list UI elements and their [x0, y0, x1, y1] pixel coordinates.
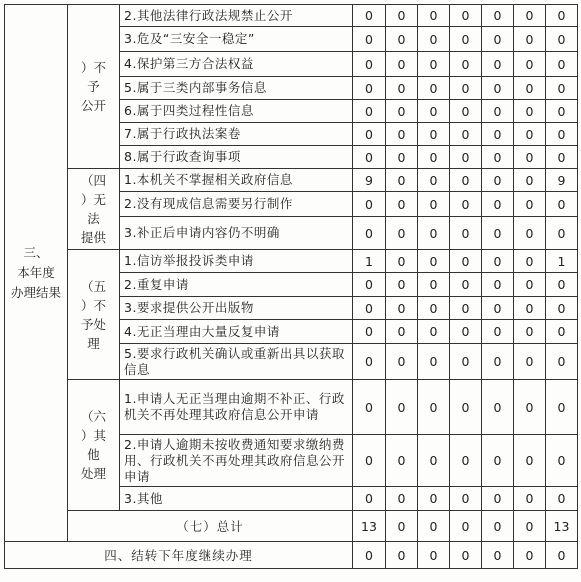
group-5-item-1-value-4: 0: [482, 273, 514, 297]
group-4-item-0-value-6: 9: [546, 169, 578, 192]
group-5-item-4-value-2: 0: [418, 344, 450, 380]
group-3-item-3-value-4: 0: [482, 77, 514, 100]
group-5-item-0-value-0: 1: [353, 250, 386, 273]
group-3-item-6-value-1: 0: [386, 146, 418, 169]
group-3-item-4-value-5: 0: [514, 100, 546, 123]
group-6-item-2-value-2: 0: [418, 487, 450, 511]
group-4-item-0-value-4: 0: [482, 169, 514, 192]
item-label: 2.其他法律行政法规禁止公开: [120, 5, 353, 27]
group-4-label: （四 ）无 法 提供: [68, 169, 120, 250]
section-4-label: 四、结转下年度继续办理: [5, 542, 353, 569]
group-4-item-2-value-5: 0: [514, 217, 546, 250]
group-3-item-2-value-5: 0: [514, 52, 546, 77]
group-5-item-4-value-0: 0: [353, 344, 386, 380]
group-6-item-0-value-0: 0: [353, 380, 386, 435]
group-6-item-0-value-3: 0: [450, 380, 482, 435]
item-label: 1.信访举报投诉类申请: [120, 250, 353, 273]
group-6-item-1-value-1: 0: [386, 435, 418, 487]
group-3-item-6-value-2: 0: [418, 146, 450, 169]
group-3-item-1-value-0: 0: [353, 27, 386, 52]
group-6-item-1-value-0: 0: [353, 435, 386, 487]
group-4-item-2-value-6: 0: [546, 217, 578, 250]
group-6-item-0-value-1: 0: [386, 380, 418, 435]
group-3-item-4-value-3: 0: [450, 100, 482, 123]
group-5-item-1-value-5: 0: [514, 273, 546, 297]
group-5-item-2-value-3: 0: [450, 297, 482, 320]
group-5-item-0-value-2: 0: [418, 250, 450, 273]
group-5-item-1-value-3: 0: [450, 273, 482, 297]
group-5-item-3-value-5: 0: [514, 320, 546, 344]
group-3-item-6-value-0: 0: [353, 146, 386, 169]
total-value-1: 0: [386, 511, 418, 542]
group-3-item-0-value-3: 0: [450, 5, 482, 27]
group-5-item-1-value-0: 0: [353, 273, 386, 297]
group-6-item-1-value-6: 0: [546, 435, 578, 487]
group-5-item-3-value-6: 0: [546, 320, 578, 344]
group-4-item-1-value-1: 0: [386, 192, 418, 217]
item-label: 3.要求提供公开出版物: [120, 297, 353, 320]
table-row: [5, 380, 578, 435]
group-3-item-2-value-3: 0: [450, 52, 482, 77]
total-value-3: 0: [450, 511, 482, 542]
table-row: [5, 169, 578, 192]
group-4-item-1-value-5: 0: [514, 192, 546, 217]
group-5-item-1-value-6: 0: [546, 273, 578, 297]
total-value-2: 0: [418, 511, 450, 542]
group-6-item-0-value-4: 0: [482, 380, 514, 435]
group-3-item-3-value-2: 0: [418, 77, 450, 100]
section-4-value-2: 0: [418, 542, 450, 569]
group-3-item-0-value-4: 0: [482, 5, 514, 27]
group-4-item-2-value-3: 0: [450, 217, 482, 250]
group-5-item-4-value-1: 0: [386, 344, 418, 380]
group-6-item-1-value-3: 0: [450, 435, 482, 487]
table-row: [5, 250, 578, 273]
group-3-item-5-value-3: 0: [450, 123, 482, 146]
group-3-item-3-value-3: 0: [450, 77, 482, 100]
group-3-item-0-value-1: 0: [386, 5, 418, 27]
group-4-item-0-value-5: 0: [514, 169, 546, 192]
group-6-item-0-value-2: 0: [418, 380, 450, 435]
item-label: 6.属于四类过程性信息: [120, 100, 353, 123]
group-4-item-2-value-4: 0: [482, 217, 514, 250]
group-5-item-0-value-3: 0: [450, 250, 482, 273]
group-3-item-1-value-5: 0: [514, 27, 546, 52]
group-3-item-1-value-4: 0: [482, 27, 514, 52]
group-5-item-0-value-5: 0: [514, 250, 546, 273]
group-5-item-2-value-6: 0: [546, 297, 578, 320]
group-4-item-0-value-1: 0: [386, 169, 418, 192]
group-6-item-1-value-4: 0: [482, 435, 514, 487]
group-3-item-5-value-6: 0: [546, 123, 578, 146]
group-3-item-4-value-6: 0: [546, 100, 578, 123]
section-4-value-0: 0: [353, 542, 386, 569]
group-4-item-0-value-3: 0: [450, 169, 482, 192]
group-4-item-1-value-0: 0: [353, 192, 386, 217]
group-5-item-3-value-2: 0: [418, 320, 450, 344]
section-4-row: [5, 542, 578, 569]
group-4-item-1-value-3: 0: [450, 192, 482, 217]
section-4-value-6: 0: [546, 542, 578, 569]
group-3-item-5-value-4: 0: [482, 123, 514, 146]
group-3-item-6-value-5: 0: [514, 146, 546, 169]
group-3-item-3-value-1: 0: [386, 77, 418, 100]
group-5-item-2-value-0: 0: [353, 297, 386, 320]
group-3-item-5-value-2: 0: [418, 123, 450, 146]
item-label: 1.申请人无正当理由逾期不补正、行政机关不再处理其政府信息公开申请: [120, 380, 353, 435]
total-value-5: 0: [514, 511, 546, 542]
group-6-item-0-value-5: 0: [514, 380, 546, 435]
group-3-item-5-value-5: 0: [514, 123, 546, 146]
item-label: 3.补正后申请内容仍不明确: [120, 217, 353, 250]
group-5-item-2-value-5: 0: [514, 297, 546, 320]
group-3-item-4-value-4: 0: [482, 100, 514, 123]
table-row: [5, 5, 578, 27]
group-5-item-2-value-4: 0: [482, 297, 514, 320]
group-3-item-6-value-3: 0: [450, 146, 482, 169]
item-label: 4.保护第三方合法权益: [120, 52, 353, 77]
group-6-item-2-value-4: 0: [482, 487, 514, 511]
group-3-item-4-value-2: 0: [418, 100, 450, 123]
group-6-item-1-value-2: 0: [418, 435, 450, 487]
total-value-0: 13: [353, 511, 386, 542]
group-4-item-2-value-2: 0: [418, 217, 450, 250]
item-label: 5.要求行政机关确认或重新出具以获取信息: [120, 344, 353, 380]
group-6-item-1-value-5: 0: [514, 435, 546, 487]
group-5-item-3-value-1: 0: [386, 320, 418, 344]
group-3-item-2-value-6: 0: [546, 52, 578, 77]
group-5-item-0-value-4: 0: [482, 250, 514, 273]
item-label: 3.其他: [120, 487, 353, 511]
group-5-item-2-value-1: 0: [386, 297, 418, 320]
group-6-item-2-value-5: 0: [514, 487, 546, 511]
report-table: [4, 4, 578, 569]
total-value-6: 13: [546, 511, 578, 542]
total-value-4: 0: [482, 511, 514, 542]
group-4-item-1-value-2: 0: [418, 192, 450, 217]
item-label: 3.危及“三安全一稳定”: [120, 27, 353, 52]
group-5-item-0-value-6: 1: [546, 250, 578, 273]
group-3-item-5-value-1: 0: [386, 123, 418, 146]
item-label: 8.属于行政查询事项: [120, 146, 353, 169]
group-6-item-2-value-1: 0: [386, 487, 418, 511]
item-label: 2.重复申请: [120, 273, 353, 297]
item-label: 7.属于行政执法案卷: [120, 123, 353, 146]
report-body: [5, 5, 578, 569]
group-5-item-0-value-1: 0: [386, 250, 418, 273]
group-4-item-2-value-0: 0: [353, 217, 386, 250]
group-5-item-3-value-3: 0: [450, 320, 482, 344]
group-5-item-4-value-6: 0: [546, 344, 578, 380]
group-3-item-4-value-0: 0: [353, 100, 386, 123]
group-3-item-3-value-0: 0: [353, 77, 386, 100]
group-5-item-3-value-4: 0: [482, 320, 514, 344]
total-row: [5, 511, 578, 542]
group-6-item-2-value-6: 0: [546, 487, 578, 511]
group-3-item-4-value-1: 0: [386, 100, 418, 123]
group-4-item-2-value-1: 0: [386, 217, 418, 250]
group-5-item-1-value-2: 0: [418, 273, 450, 297]
section-4-value-5: 0: [514, 542, 546, 569]
total-label: （七）总计: [68, 511, 353, 542]
group-3-item-0-value-6: 0: [546, 5, 578, 27]
group-3-item-3-value-6: 0: [546, 77, 578, 100]
group-6-item-2-value-0: 0: [353, 487, 386, 511]
section-4-value-4: 0: [482, 542, 514, 569]
group-5-item-4-value-3: 0: [450, 344, 482, 380]
item-label: 1.本机关不掌握相关政府信息: [120, 169, 353, 192]
group-3-item-0-value-0: 0: [353, 5, 386, 27]
group-3-item-2-value-2: 0: [418, 52, 450, 77]
group-4-item-0-value-2: 0: [418, 169, 450, 192]
section-4-value-1: 0: [386, 542, 418, 569]
group-3-item-5-value-0: 0: [353, 123, 386, 146]
item-label: 4.无正当理由大量反复申请: [120, 320, 353, 344]
group-5-item-4-value-5: 0: [514, 344, 546, 380]
group-3-item-0-value-5: 0: [514, 5, 546, 27]
group-6-label: （六 ）其 他 处理: [68, 380, 120, 511]
section-4-value-3: 0: [450, 542, 482, 569]
group-5-item-2-value-2: 0: [418, 297, 450, 320]
group-4-item-1-value-4: 0: [482, 192, 514, 217]
group-4-item-0-value-0: 9: [353, 169, 386, 192]
group-3-item-1-value-1: 0: [386, 27, 418, 52]
group-3-item-2-value-4: 0: [482, 52, 514, 77]
group-5-label: （五 ）不 予处 理: [68, 250, 120, 380]
group-6-item-2-value-3: 0: [450, 487, 482, 511]
group-5-item-1-value-1: 0: [386, 273, 418, 297]
item-label: 2.申请人逾期未按收费通知要求缴纳费用、行政机关不再处理其政府信息公开申请: [120, 435, 353, 487]
group-3-label: ）不 予 公开: [68, 5, 120, 169]
group-3-item-2-value-0: 0: [353, 52, 386, 77]
group-3-item-1-value-3: 0: [450, 27, 482, 52]
group-3-item-3-value-5: 0: [514, 77, 546, 100]
group-3-item-6-value-4: 0: [482, 146, 514, 169]
item-label: 5.属于三类内部事务信息: [120, 77, 353, 100]
group-5-item-4-value-4: 0: [482, 344, 514, 380]
section-3-label: 三、 本年度 办理结果: [5, 5, 68, 542]
group-4-item-1-value-6: 0: [546, 192, 578, 217]
group-6-item-0-value-6: 0: [546, 380, 578, 435]
group-3-item-1-value-6: 0: [546, 27, 578, 52]
group-3-item-2-value-1: 0: [386, 52, 418, 77]
item-label: 2.没有现成信息需要另行制作: [120, 192, 353, 217]
group-3-item-1-value-2: 0: [418, 27, 450, 52]
group-5-item-3-value-0: 0: [353, 320, 386, 344]
group-3-item-0-value-2: 0: [418, 5, 450, 27]
group-3-item-6-value-6: 0: [546, 146, 578, 169]
